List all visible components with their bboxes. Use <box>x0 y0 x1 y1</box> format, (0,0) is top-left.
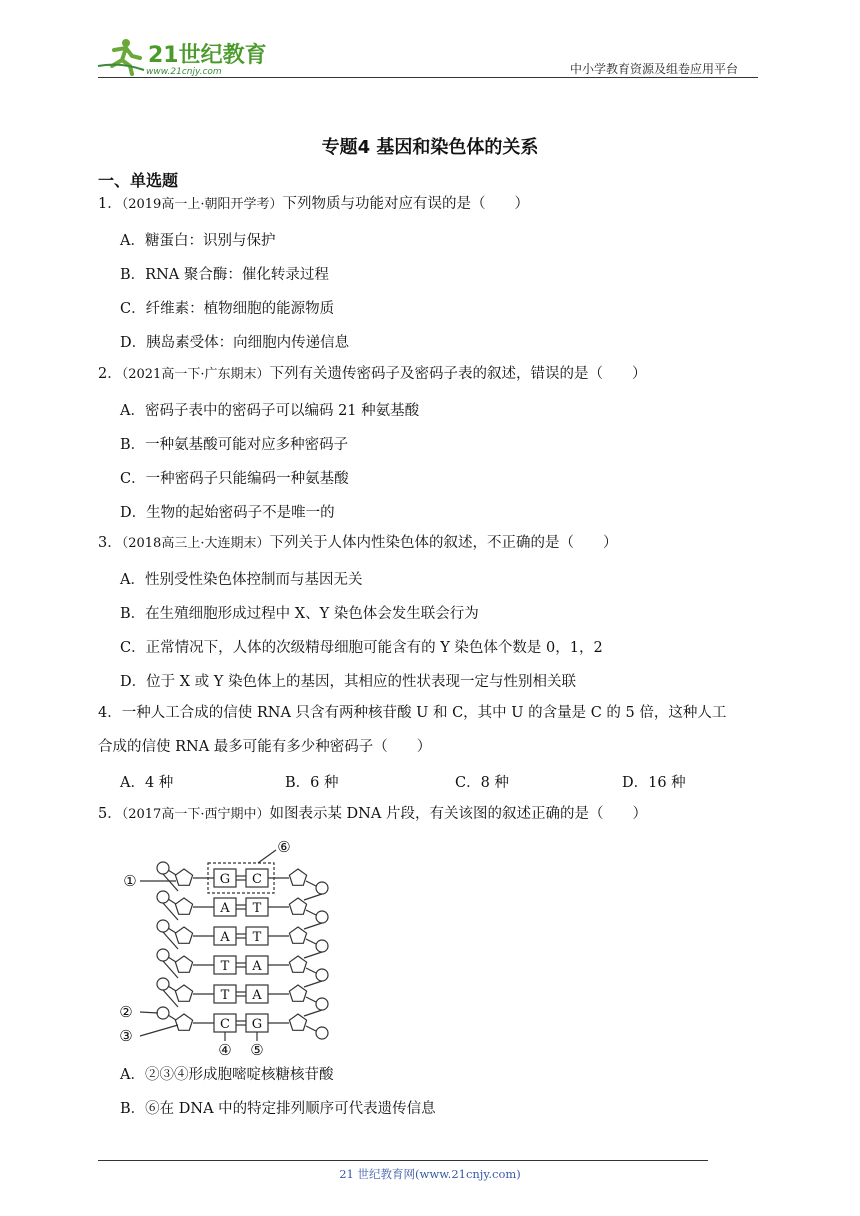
question-source: （2017高一下·西宁期中） <box>121 807 270 822</box>
label-pointer <box>140 1012 158 1013</box>
option-a: A．②③④形成胞嘧啶核糖核苷酸 <box>120 1067 334 1083</box>
question-4-line2: 合成的信使 RNA 最多可能有多少种密码子（ ） <box>98 739 432 755</box>
logo-url: www.21cnjy.com <box>146 67 222 77</box>
logo <box>96 36 266 78</box>
backbone-link <box>304 952 322 958</box>
runner-icon <box>98 39 144 74</box>
deoxyribose-pentagon <box>289 985 306 1001</box>
phosphate-circle <box>157 978 169 990</box>
option-a: A．糖蛋白：识别与保护 <box>120 233 276 249</box>
question-stem: 一种人工合成的信使 RNA 只含有两种核苷酸 U 和 C，其中 U 的含量是 C 的 5 倍，这种人工 <box>121 705 727 721</box>
question-stem: 下列有关遗传密码子及密码子表的叙述，错误的是（ ） <box>269 366 647 382</box>
question-number: 4． <box>98 705 122 721</box>
phosphate-circle <box>316 911 328 923</box>
question-number: 1． <box>98 196 122 212</box>
deoxyribose-pentagon <box>175 985 192 1001</box>
question-source: （2018高三上·大连期末） <box>121 536 270 551</box>
option-a: A．性别受性染色体控制而与基因无关 <box>120 572 363 588</box>
option-d: D．胰岛素受体：向细胞内传递信息 <box>120 335 350 351</box>
footer-divider <box>98 1160 708 1161</box>
question-4 <box>98 703 726 723</box>
base-letter: C <box>220 1017 230 1032</box>
phosphate-circle <box>316 1027 328 1039</box>
option-a: A．密码子表中的密码子可以编码 21 种氨基酸 <box>120 403 420 419</box>
option-d: D．生物的起始密码子不是唯一的 <box>120 505 335 521</box>
option-c: C．正常情况下，人体的次级精母细胞可能含有的 Y 染色体个数是 0，1，2 <box>120 640 603 656</box>
base-letter: T <box>252 901 262 916</box>
base-letter: A <box>252 988 262 1003</box>
deoxyribose-pentagon <box>175 956 192 972</box>
base-letter: G <box>219 872 231 887</box>
label-pointer <box>258 850 276 863</box>
deoxyribose-pentagon <box>175 869 192 885</box>
base-letter: A <box>220 901 230 916</box>
backbone-link <box>168 870 176 875</box>
option-c: C．8 种 <box>455 775 509 791</box>
phosphate-circle <box>157 862 169 874</box>
question-stem: 如图表示某 DNA 片段，有关该图的叙述正确的是（ ） <box>269 806 647 822</box>
backbone-link <box>306 997 316 1002</box>
section-heading: 一、单选题 <box>98 171 179 190</box>
base-letter: T <box>220 959 230 974</box>
question-5 <box>98 804 647 825</box>
question-number: 5． <box>98 806 122 822</box>
base-letter: C <box>252 872 262 887</box>
header-divider <box>98 77 758 78</box>
platform-name: 中小学教育资源及组卷应用平台 <box>570 62 739 76</box>
logo-text: 21世纪教育 <box>148 43 267 68</box>
base-letter: T <box>220 988 230 1003</box>
deoxyribose-pentagon <box>289 869 306 885</box>
base-letter: T <box>252 930 262 945</box>
question-number: 2． <box>98 366 122 382</box>
deoxyribose-pentagon <box>289 927 306 943</box>
option-c: C．一种密码子只能编码一种氨基酸 <box>120 471 349 487</box>
phosphate-circle <box>157 891 169 903</box>
question-source: （2019高一上·朝阳开学考） <box>121 197 283 212</box>
figure-label: ⑤ <box>250 1041 264 1059</box>
figure-label: ① <box>123 872 137 890</box>
question-stem: 下列关于人体内性染色体的叙述，不正确的是（ ） <box>269 535 618 551</box>
phosphate-circle <box>157 1007 169 1019</box>
backbone-link <box>168 986 176 991</box>
label-pointer <box>140 1025 178 1036</box>
backbone-link <box>304 1010 322 1016</box>
option-b: B．在生殖细胞形成过程中 X、Y 染色体会发生联会行为 <box>120 606 479 622</box>
deoxyribose-pentagon <box>175 898 192 914</box>
option-b: B．一种氨基酸可能对应多种密码子 <box>120 437 349 453</box>
option-b: B．⑥在 DNA 中的特定排列顺序可代表遗传信息 <box>120 1101 436 1117</box>
backbone-link <box>168 957 176 962</box>
deoxyribose-pentagon <box>175 927 192 943</box>
question-source: （2021高一下·广东期末） <box>121 367 270 382</box>
question-3 <box>98 533 617 554</box>
deoxyribose-pentagon <box>175 1014 192 1030</box>
phosphate-circle <box>316 940 328 952</box>
question-number: 3． <box>98 535 122 551</box>
option-c: C．纤维素：植物细胞的能源物质 <box>120 301 335 317</box>
phosphate-circle <box>157 920 169 932</box>
deoxyribose-pentagon <box>289 956 306 972</box>
dna-diagram <box>118 838 348 1059</box>
phosphate-circle <box>316 969 328 981</box>
figure-label: ④ <box>218 1041 232 1059</box>
base-letter: A <box>252 959 262 974</box>
figure-label: ③ <box>119 1027 133 1045</box>
option-d: D．位于 X 或 Y 染色体上的基因，其相应的性状表现一定与性别相关联 <box>120 674 576 690</box>
backbone-link <box>168 1015 176 1020</box>
figure-label: ⑥ <box>277 838 291 856</box>
phosphate-circle <box>316 882 328 894</box>
backbone-link <box>306 1026 316 1031</box>
option-b: B．6 种 <box>285 775 339 791</box>
backbone-link <box>304 981 322 987</box>
backbone-link <box>306 939 316 944</box>
page-title: 专题4 基因和染色体的关系 <box>321 137 539 158</box>
backbone-link <box>304 923 322 929</box>
question-stem: 下列物质与功能对应有误的是（ ） <box>282 196 529 212</box>
base-letter: G <box>251 1017 263 1032</box>
figure-label: ② <box>119 1003 133 1021</box>
backbone-link <box>306 910 316 915</box>
backbone-link <box>168 899 176 904</box>
footer-text: 21 世纪教育网(www.21cnjy.com) <box>339 1167 521 1181</box>
deoxyribose-pentagon <box>289 1014 306 1030</box>
option-b: B．RNA 聚合酶：催化转录过程 <box>120 267 329 283</box>
backbone-link <box>306 881 316 886</box>
question-2 <box>98 364 646 385</box>
backbone-link <box>304 894 322 900</box>
question-1 <box>98 194 529 215</box>
backbone-link <box>168 928 176 933</box>
option-d: D．16 种 <box>622 775 686 791</box>
base-letter: A <box>220 930 230 945</box>
phosphate-circle <box>157 949 169 961</box>
backbone-link <box>306 968 316 973</box>
option-a: A．4 种 <box>120 775 174 791</box>
phosphate-circle <box>316 998 328 1010</box>
deoxyribose-pentagon <box>289 898 306 914</box>
